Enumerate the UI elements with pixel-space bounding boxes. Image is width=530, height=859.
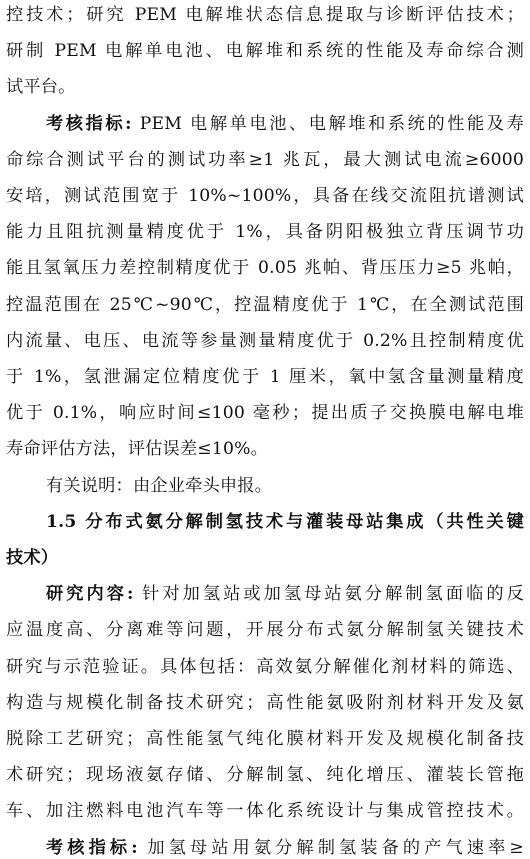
paragraph-line: 命综合测试平台的测试功率≥1 兆瓦，最大测试电流≥6000 bbox=[6, 149, 524, 170]
paragraph-line: 安培，测试范围宽于 10%~100%，具备在线交流阻抗谱测试 bbox=[6, 186, 524, 206]
paragraph-line: 能力且阻抗测量精度优于 1%，具备阴阳极独立背压调节功 bbox=[6, 222, 524, 243]
paragraph-line: 脱除工艺研究；高性能氢气纯化膜材料开发及规模化制备技 bbox=[6, 729, 524, 749]
indicator-label: 考核指标: bbox=[46, 113, 132, 134]
paragraph-line: 内流量、电压、电流等参量测量精度优于 0.2%且控制精度优 bbox=[6, 330, 524, 351]
paragraph-line: 能且氢氧压力差控制精度优于 0.05 兆帕、背压压力≥5 兆帕， bbox=[6, 258, 524, 279]
paragraph-line: 研制 PEM 电解单电池、电解堆和系统的性能及寿命综合测 bbox=[6, 41, 524, 62]
paragraph-line: 应温度高、分离难等问题，开展分布式氨分解制氢关键技术 bbox=[6, 620, 524, 641]
paragraph-line: 车、加注燃料电池汽车等一体化系统设计与集成管控技术。 bbox=[6, 801, 524, 822]
paragraph-line: 控技术；研究 PEM 电解堆状态信息提取与诊断评估技术； bbox=[6, 5, 524, 25]
indicator-label: 考核指标: bbox=[46, 837, 138, 858]
content-label: 研究内容: bbox=[46, 584, 134, 605]
paragraph-first-line bbox=[46, 113, 524, 135]
paragraph-first-line bbox=[46, 583, 524, 605]
paragraph-text: 加氢母站用氨分解制氢装备的产气速率≥ bbox=[137, 837, 524, 858]
paragraph-text: 针对加氢站或加氢母站氨分解制氢面临的反 bbox=[133, 584, 524, 605]
paragraph-line: 构造与规模化制备技术研究；高性能氨吸附剂材料开发及氨 bbox=[6, 692, 524, 713]
paragraph-line: 术研究；现场液氨存储、分解制氢、纯化增压、灌装长管拖 bbox=[6, 765, 524, 786]
paragraph-line: 优于 0.1%，响应时间≤100 毫秒；提出质子交换膜电解电堆 bbox=[6, 403, 524, 424]
section-heading-continued: 技术） bbox=[6, 548, 59, 568]
paragraph-line: 试平台。 bbox=[6, 77, 76, 98]
section-heading: 1.5 分布式氨分解制氢技术与灌装母站集成（共性关键 bbox=[46, 511, 524, 532]
paragraph-first-line bbox=[46, 837, 524, 859]
paragraph-line: 于 1%，氢泄漏定位精度优于 1 厘米，氧中氢含量测量精度 bbox=[6, 367, 524, 387]
paragraph-line: 控温范围在 25℃~90℃，控温精度优于 1℃，在全测试范围 bbox=[6, 294, 524, 315]
note-line: 有关说明：由企业牵头申报。 bbox=[46, 475, 273, 496]
paragraph-text: PEM 电解单电池、电解堆和系统的性能及寿 bbox=[131, 113, 524, 134]
paragraph-line: 研究与示范验证。具体包括：高效氨分解催化剂材料的筛选、 bbox=[6, 656, 524, 677]
paragraph-line: 寿命评估方法，评估误差≤10%。 bbox=[6, 439, 269, 460]
